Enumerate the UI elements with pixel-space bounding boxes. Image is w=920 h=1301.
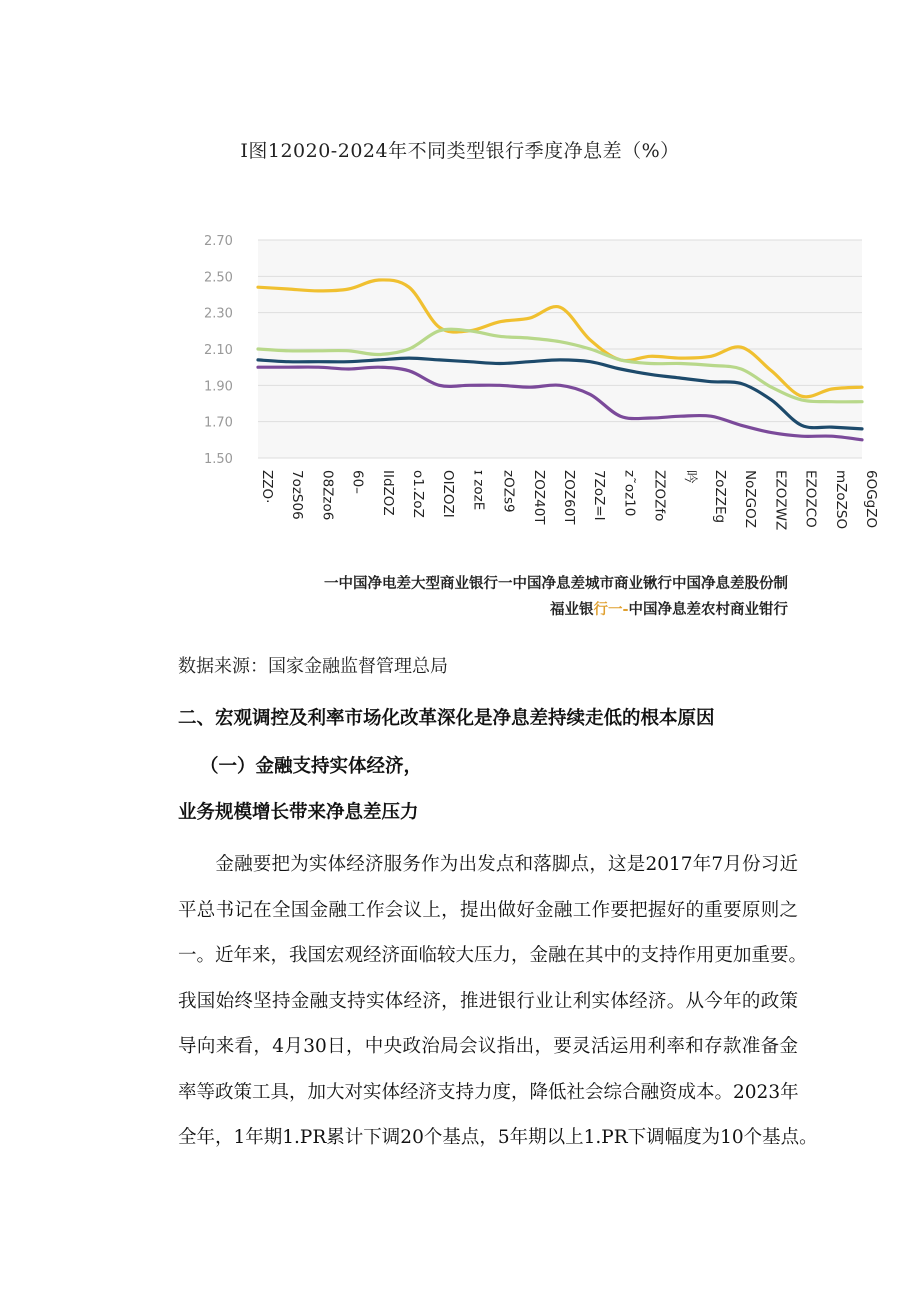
x-tick-label: 60– [349, 470, 366, 494]
legend-text-c: 中国净息差农村商业钳行 [628, 602, 788, 618]
x-tick-label: 7ozS06 [289, 470, 306, 520]
x-tick-label: 7ZoZ=I [591, 470, 608, 521]
y-tick-label: 2.10 [204, 343, 233, 358]
legend-text-a: 福业银 [549, 602, 594, 618]
x-tick-label: zOZs9 [500, 470, 517, 513]
chart-legend-line-1: 一中国净电差大型商业银行一中国净息差城市商业锹行中国净息差股份制 [324, 576, 788, 592]
legend-text-b: 行一- [593, 602, 629, 618]
chart-legend-line-2 [550, 598, 788, 619]
x-tick-label: ZOZ40T [530, 470, 547, 525]
body-paragraph [178, 842, 818, 1161]
y-tick-label: 1.50 [204, 452, 233, 467]
x-tick-label: ZZO· [259, 470, 275, 504]
paragraph-line: 金融要把为实体经济服务作为出发点和落脚点，这是2017年7月份习近 [178, 854, 798, 875]
x-tick-label: NoZGOZ [742, 470, 759, 528]
y-tick-label: 1.90 [204, 379, 233, 395]
paragraph-line: 一。近年来，我国宏观经济面临较大压力，金融在其中的支持作用更加重要。 [178, 945, 808, 966]
y-tick-label: 1.70 [204, 415, 233, 431]
subsection-heading-part-2: 业务规模增长带来净息差压力 [178, 802, 419, 823]
y-tick-label: 2.30 [204, 306, 233, 322]
x-tick-label: OIZOZI [440, 470, 457, 518]
figure-title: I图12020-2024年不同类型银行季度净息差（%） [240, 140, 680, 162]
x-tick-label: 6OGgZO [863, 470, 879, 529]
x-tick-label: ɪ zozE [470, 470, 487, 511]
x-tick-label: o1.ZoZ [410, 470, 426, 518]
x-tick-label: 吟 [681, 470, 698, 484]
x-tick-label: EZOZCO [802, 470, 819, 528]
y-tick-label: 2.50 [204, 270, 233, 286]
y-tick-label: 2.70 [204, 234, 233, 249]
paragraph-line: 导向来看，4月30日，中央政治局会议指出，要灵活运用利率和存款准备金 [178, 1036, 798, 1057]
line-chart [196, 226, 879, 556]
x-tick-label: mZoZSO [832, 470, 849, 530]
section-heading: 二、宏观调控及利率市场化改革深化是净息差持续走低的根本原因 [178, 708, 715, 729]
data-source: 数据来源：国家金融监督管理总局 [178, 656, 448, 677]
x-tick-label: IIdZOZ [379, 470, 396, 516]
x-tick-label: z˜oz10 [621, 470, 638, 517]
x-tick-label: EZOZWZ [772, 470, 789, 531]
paragraph-line: 平总书记在全国金融工作会议上，提出做好金融工作要把握好的重要原则之 [178, 899, 798, 921]
paragraph-line: 率等政策工具，加大对实体经济支持力度，降低社会综合融资成本。2023年 [178, 1081, 799, 1103]
x-tick-label: ZoZZEg [712, 470, 728, 524]
paragraph-line: 全年，1年期1.PR累计下调20个基点，5年期以上1.PR下调幅度为10个基点。 [178, 1127, 818, 1148]
paragraph-line: 我国始终坚持金融支持实体经济，推进银行业让利实体经济。从今年的政策 [178, 990, 798, 1012]
x-tick-label: 08Zzo6 [319, 470, 336, 521]
x-tick-label: ZZOZfo [651, 470, 668, 522]
x-tick-label: ZOZ60T [561, 470, 577, 525]
subsection-heading-part-1: （一）金融支持实体经济， [200, 756, 423, 777]
